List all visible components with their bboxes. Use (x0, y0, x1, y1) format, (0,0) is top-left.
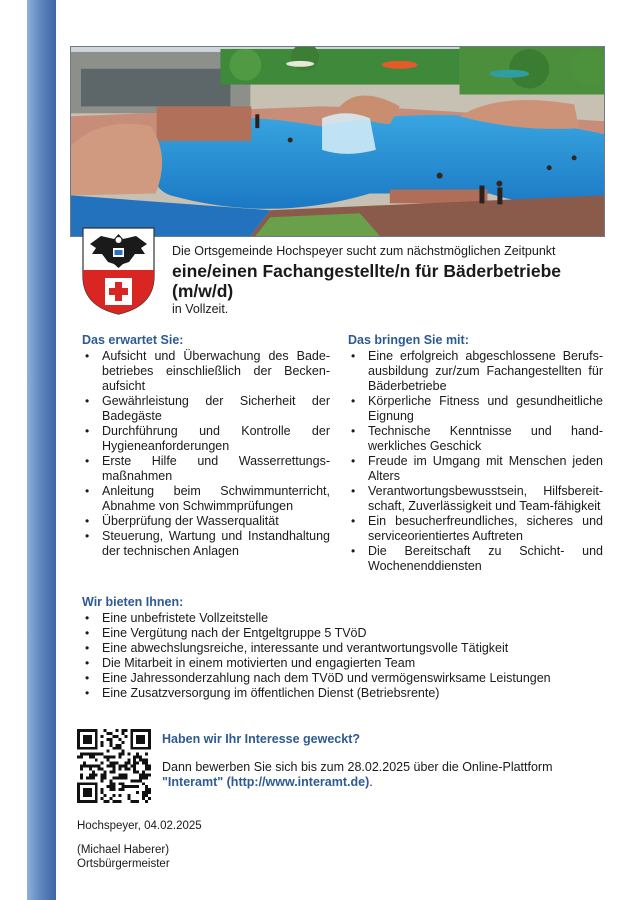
signer-name: (Michael Haberer) (77, 844, 170, 856)
apply-period: . (369, 775, 373, 789)
expect-list (82, 349, 330, 559)
intro-line: Die Ortsgemeinde Hochspeyer sucht zum nächstmöglichen Zeitpunkt (172, 244, 556, 258)
apply-text (162, 760, 602, 790)
signer-block (77, 843, 170, 871)
bring-heading: Das bringen Sie mit: (348, 333, 469, 347)
list-item: • Anleitung beim Schwimmunterricht, Abnahme von Schwimmprüfungen (82, 484, 330, 514)
list-item: • Gewährleistung der Sicherheit der Badegäste (82, 394, 330, 424)
list-item: • Technische Kenntnisse und hand-werkliches Geschick (348, 424, 603, 454)
expect-section (82, 333, 330, 559)
offer-list (82, 611, 602, 701)
interamt-link[interactable]: "Interamt" (http://www.interamt.de) (162, 775, 370, 789)
offer-section (82, 595, 602, 701)
job-type: in Vollzeit. (172, 302, 229, 316)
list-item: • Aufsicht und Überwachung des Bade-betriebes einschließlich der Becken-aufsicht (82, 349, 330, 394)
offer-heading: Wir bieten Ihnen: (82, 595, 184, 609)
apply-question: Haben wir Ihr Interesse geweckt? (162, 732, 360, 746)
list-item: • Ein besucherfreundliches, sicheres und serviceorientiertes Auftreten (348, 514, 603, 544)
apply-block (162, 732, 602, 790)
job-title-line-1: eine/einen Fachangestellte/n für Bäderbetriebe (172, 261, 561, 281)
swimming-pool-photo (70, 46, 605, 237)
list-item: • Steuerung, Wartung und Instandhaltung der technischen Anlagen (82, 529, 330, 559)
list-item: • Eine Vergütung nach der Entgeltgruppe 5 TVöD (82, 626, 602, 641)
list-item: • Die Bereitschaft zu Schicht- und Wochenenddiensten (348, 544, 603, 574)
list-item: • Eine unbefristete Vollzeitstelle (82, 611, 602, 626)
list-item: • Durchführung und Kontrolle der Hygieneanforderungen (82, 424, 330, 454)
list-item: • Überprüfung der Wasserqualität (82, 514, 330, 529)
list-item: • Verantwortungsbewusstsein, Hilfsbereit-schaft, Zuverlässigkeit und Team-fähigkeit (348, 484, 603, 514)
signer-role: Ortsbürgermeister (77, 858, 170, 870)
apply-sentence: Dann bewerben Sie sich bis zum 28.02.2025 über die Online-Plattform (162, 760, 553, 774)
qr-code-icon[interactable] (77, 729, 151, 803)
bring-section (348, 333, 603, 574)
expect-heading: Das erwartet Sie: (82, 333, 184, 347)
list-item: • Eine abwechslungsreiche, interessante und verantwortungsvolle Tätigkeit (82, 641, 602, 656)
list-item: • Körperliche Fitness und gesundheitliche Eignung (348, 394, 603, 424)
list-item: • Die Mitarbeit in einem motivierten und engagierten Team (82, 656, 602, 671)
list-item: • Eine Zusatzversorgung im öffentlichen Dienst (Betriebsrente) (82, 686, 602, 701)
list-item: • Eine erfolgreich abgeschlossene Berufs-ausbildung zur/zum Fachangestellten für Bäderbetriebe (348, 349, 603, 394)
bring-list (348, 349, 603, 574)
coat-of-arms-icon (81, 226, 156, 316)
intro-block (172, 244, 612, 317)
job-title (172, 261, 612, 301)
list-item: • Freude im Umgang mit Menschen jeden Alters (348, 454, 603, 484)
place-date: Hochspeyer, 04.02.2025 (77, 820, 202, 832)
list-item: • Eine Jahressonderzahlung nach dem TVöD und vermögenswirksame Leistungen (82, 671, 602, 686)
job-title-line-2: (m/w/d) (172, 281, 234, 301)
side-accent-bar (27, 0, 56, 900)
list-item: • Erste Hilfe und Wasserrettungs-maßnahmen (82, 454, 330, 484)
